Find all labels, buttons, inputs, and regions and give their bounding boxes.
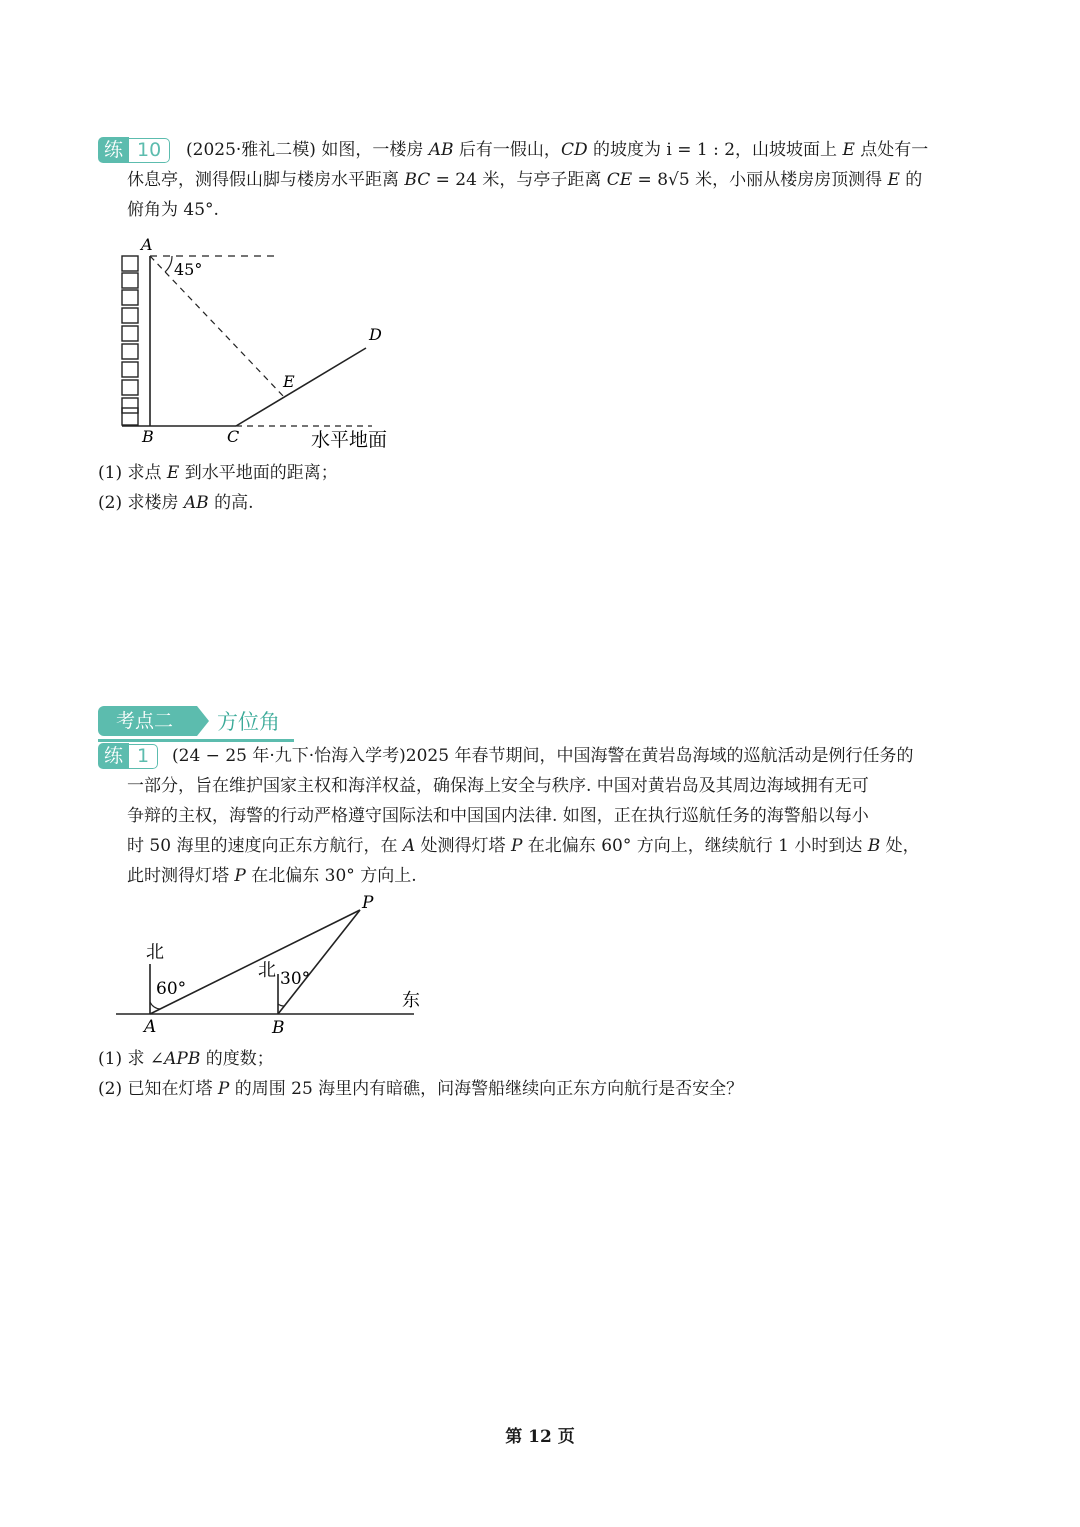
exercise-1-line1: (24 − 25 年·九下·怡海入学考)2025 年春节期间，中国海警在黄岩岛海域的巡航活动是例行任务的 xyxy=(172,746,914,766)
point-d: D xyxy=(369,325,382,344)
angle-arc xyxy=(165,256,172,272)
building xyxy=(122,256,138,425)
exercise-1-label xyxy=(98,743,158,769)
slope-cd xyxy=(236,348,366,426)
sight-line xyxy=(150,256,285,398)
point-a: A xyxy=(141,235,153,254)
north-label-b: 北 xyxy=(258,960,276,981)
source: (2025·雅礼二模) xyxy=(186,140,316,160)
point-e: E xyxy=(283,372,295,391)
angle-arc-a xyxy=(150,1002,160,1009)
exercise-label-prefix: 练 xyxy=(98,743,129,769)
exercise-10-line1: (2025·雅礼二模) 如图，一楼房 AB 后有一假山，CD 的坡度为 i = 1 : 2，山坡坡面上 E 点处有一 xyxy=(186,140,929,160)
question-2: (2) 求楼房 AB 的高. xyxy=(98,493,254,513)
line-bp xyxy=(278,910,360,1014)
page-number: 第 12 页 xyxy=(505,1427,575,1447)
exercise-1-body: 一部分，旨在维护国家主权和海洋权益，确保海上安全与秩序. 中国对黄岩岛及其周边海域拥有无可 争辩的主权，海警的行动严格遵守国际法和中国国内法律. 如图，正在执行巡航任务的海警船以每小 时 50 海里的速度向正东方航行，在 A 处测得灯塔 P 在北偏东 60° 方向上，继续航行 1 小时到达 B 处， 此时测得灯塔 P 在北偏东 30° 方向上. xyxy=(127,776,920,886)
exercise-label-number: 10 xyxy=(129,138,170,163)
section-badge: 考点二 xyxy=(98,706,187,736)
angle-30: 30° xyxy=(280,969,311,989)
point-b: B xyxy=(142,427,154,446)
point-a: A xyxy=(144,1017,157,1037)
angle-60: 60° xyxy=(156,979,187,999)
question-1: (1) 求 ∠APB 的度数； xyxy=(98,1049,274,1069)
building-slope-diagram xyxy=(110,232,410,457)
point-b: B xyxy=(272,1018,285,1038)
angle-45: 45° xyxy=(174,260,203,279)
exercise-10-body: 休息亭，测得假山脚与楼房水平距离 BC = 24 米，与亭子距离 CE = 8√5 米，小丽从楼房房顶测得 E 的 俯角为 45°. xyxy=(127,170,923,220)
east-label: 东 xyxy=(402,990,420,1011)
ground-label: 水平地面 xyxy=(311,429,388,451)
exercise-label-number: 1 xyxy=(129,744,158,769)
point-p: P xyxy=(362,893,374,913)
exercise-label-prefix: 练 xyxy=(98,137,129,163)
bearing-diagram xyxy=(110,888,430,1038)
arrow-icon xyxy=(187,706,209,736)
exercise-1-questions xyxy=(98,1044,958,1104)
angle-arc-b xyxy=(278,1004,284,1006)
exercise-10-label xyxy=(98,137,170,163)
question-2: (2) 已知在灯塔 P 的周围 25 海里内有暗礁，问海警船继续向正东方向航行是否安全？ xyxy=(98,1079,744,1099)
point-c: C xyxy=(227,427,240,446)
exercise-10-questions xyxy=(98,458,958,518)
north-label-a: 北 xyxy=(146,942,164,963)
question-1: (1) 求点 E 到水平地面的距离； xyxy=(98,463,338,483)
section-title: 方位角 xyxy=(217,710,281,734)
section-header xyxy=(98,706,280,736)
